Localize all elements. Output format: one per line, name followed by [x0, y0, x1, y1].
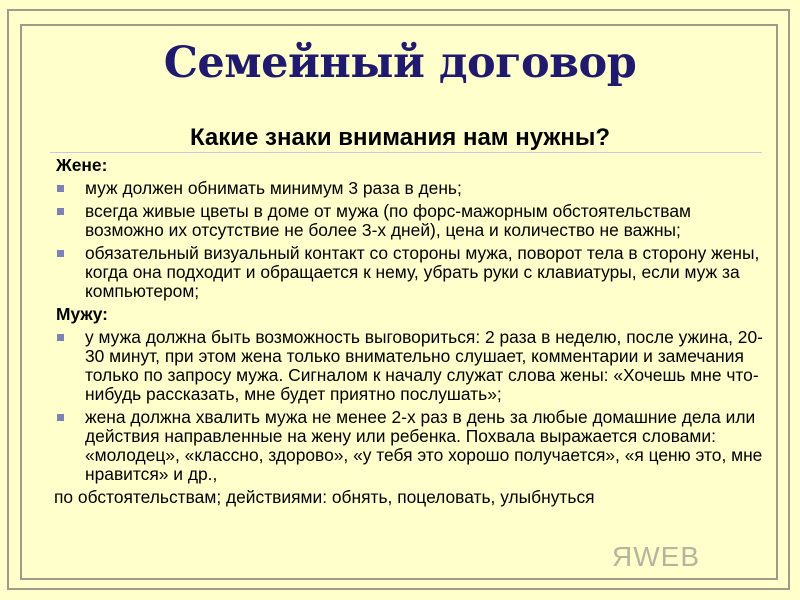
square-bullet-icon	[57, 250, 64, 257]
slide-title: Семейный договор	[163, 38, 637, 88]
slide-body	[56, 156, 766, 507]
list-item-text: у мужа должна быть возможность выговориться: 2 раза в неделю, после ужина, 20-30 минут, при этом жена только внимательно слушает, комментарии и замечания только по запросу мужа. Сигналом к началу служат слова жены: «Хочешь мне что-нибудь рассказать, мне будет приятно послушать»;	[85, 327, 763, 404]
list-item-text: муж должен обнимать минимум 3 раза в день;	[85, 178, 462, 198]
list-item-text: жена должна хвалить мужа не менее 2-х раз в день за любые домашние дела или действия направленные на жену или ребенка. Похвала выражается словами: «молодец», «классно, здорово», «у тебя это хорошо получается», «я ценю это, мне нравится» и др.,	[85, 407, 763, 484]
list-item	[56, 408, 766, 484]
square-bullet-icon	[57, 208, 64, 215]
list-item-text: обязательный визуальный контакт со стороны мужа, поворот тела в сторону жены, когда она подходит и обращается к нему, убрать руки с клавиатуры, если муж за компьютером;	[85, 243, 760, 301]
list-item	[56, 244, 766, 301]
section-heading-wife: Жене:	[56, 155, 108, 175]
square-bullet-icon	[57, 334, 64, 341]
section-heading-husband: Мужу:	[56, 304, 108, 324]
list-item	[56, 202, 766, 240]
square-bullet-icon	[57, 185, 64, 192]
square-bullet-icon	[57, 414, 64, 421]
continuation-text: по обстоятельствам; действиями: обнять, поцеловать, улыбнуться	[54, 487, 595, 507]
slide-subtitle: Какие знаки внимания нам нужны?	[189, 124, 611, 151]
list-item	[56, 328, 766, 404]
watermark-logo: ЯWEB	[612, 541, 700, 572]
list-item	[56, 179, 766, 198]
list-item-text: всегда живые цветы в доме от мужа (по форс-мажорным обстоятельствам возможно их отсутствие не более 3-х дней), цена и количество не важны;	[85, 201, 691, 240]
title-divider	[50, 152, 762, 153]
